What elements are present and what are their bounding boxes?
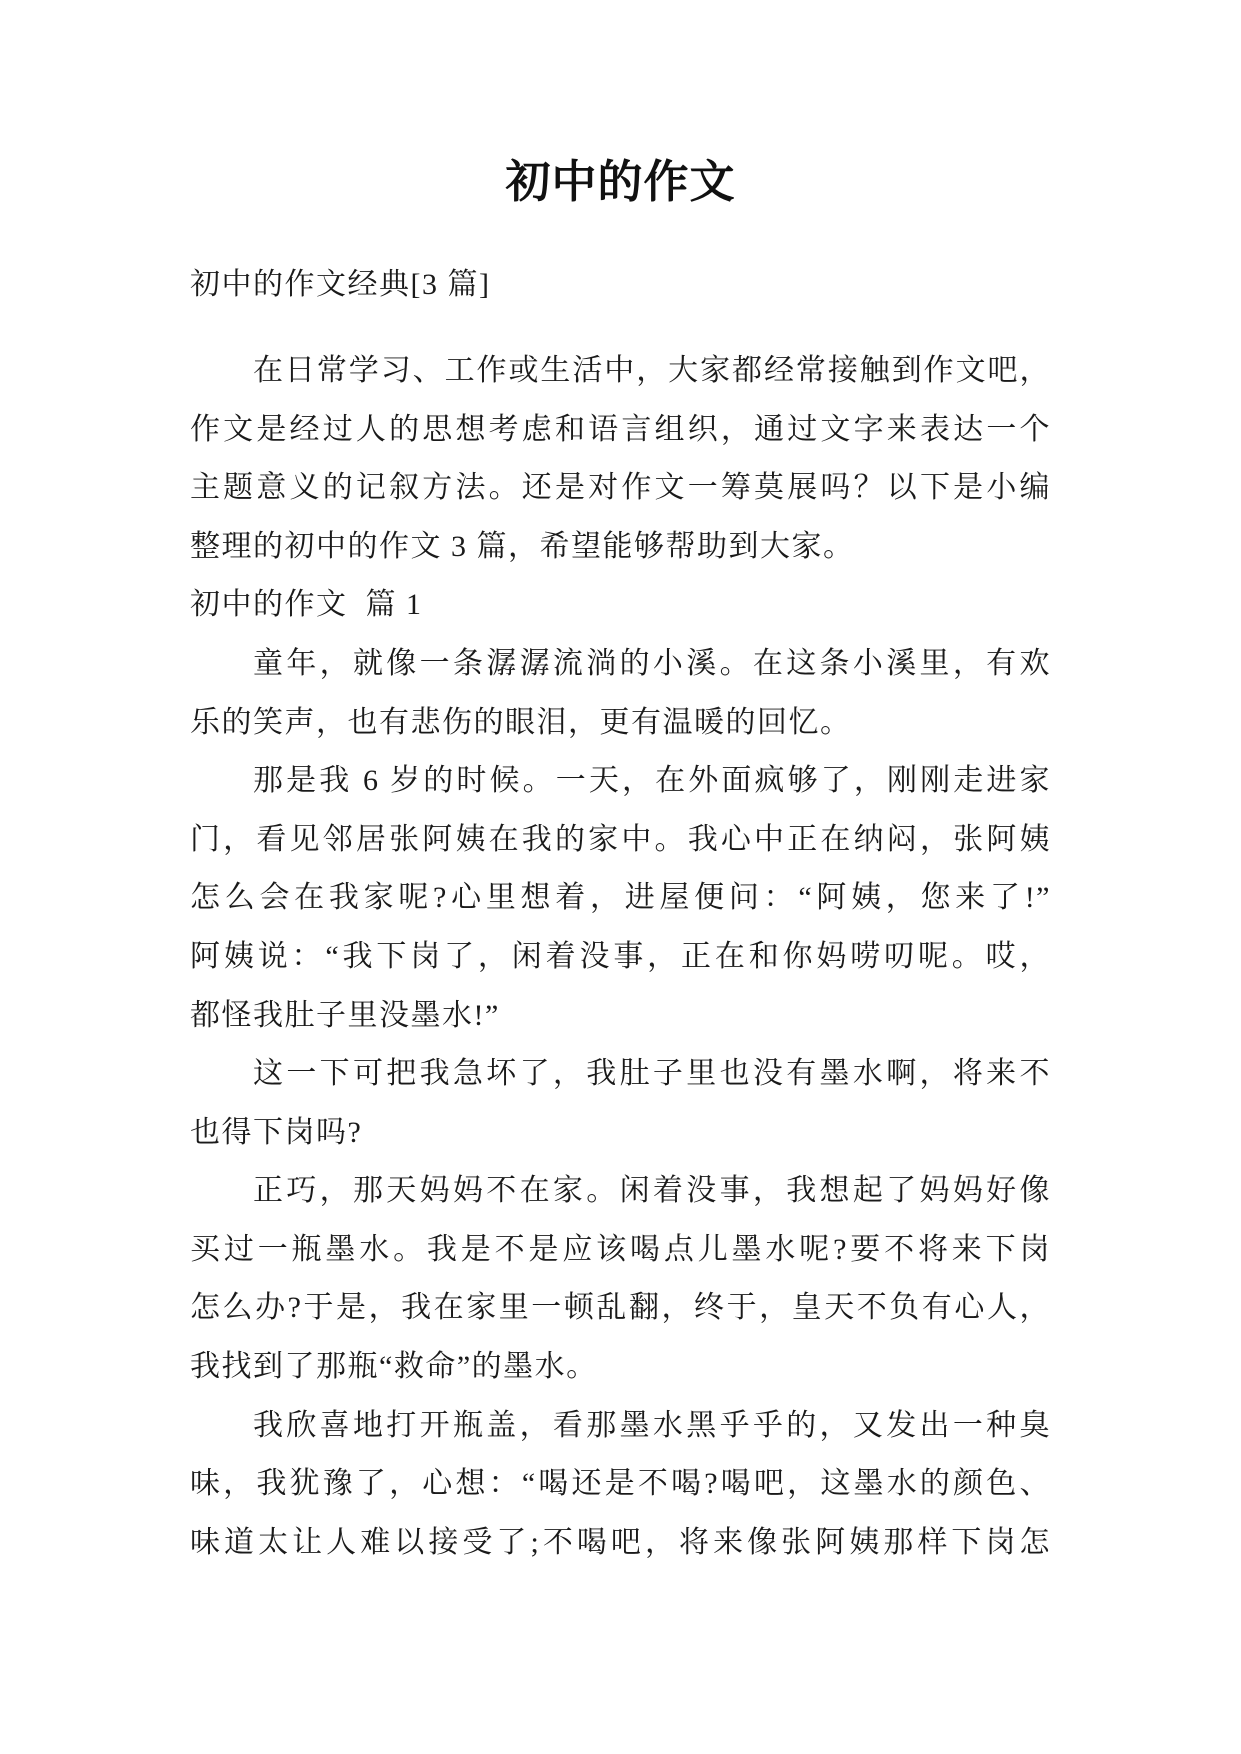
paragraph: [190, 1162, 1051, 1396]
document-body: [190, 256, 1051, 1572]
paragraph-line: 在日常学习、工作或生活中，大家都经常接触到作文吧，: [253, 353, 1051, 387]
paragraph-line: 买过一瓶墨水。我是不是应该喝点儿墨水呢?要不将来下岗: [190, 1232, 1051, 1266]
paragraph-line: 乐的笑声，也有悲伤的眼泪，更有温暖的回忆。: [190, 705, 852, 739]
paragraph-line: 味，我犹豫了，心想：“喝还是不喝?喝吧，这墨水的颜色、: [190, 1467, 1051, 1501]
paragraph-line: 门，看见邻居张阿姨在我的家中。我心中正在纳闷，张阿姨: [190, 822, 1051, 856]
paragraph-line: 怎么办?于是，我在家里一顿乱翻，终于，皇天不负有心人，: [190, 1291, 1051, 1325]
paragraph-line: 我找到了那瓶“救命”的墨水。: [190, 1350, 598, 1384]
essay-heading: 初中的作文 篇 1: [190, 588, 423, 622]
paragraph-line: 也得下岗吗?: [190, 1115, 363, 1149]
paragraph-line: 这一下可把我急坏了，我肚子里也没有墨水啊，将来不: [253, 1057, 1051, 1091]
paragraph-line: 那是我 6 岁的时候。一天，在外面疯够了，刚刚走进家: [253, 764, 1051, 798]
paragraph-line: 主题意义的记叙方法。还是对作文一筹莫展吗？以下是小编: [190, 471, 1051, 505]
intro-paragraph: [190, 342, 1051, 576]
paragraph: [190, 635, 1051, 752]
paragraph-line: 正巧，那天妈妈不在家。闲着没事，我想起了妈妈好像: [253, 1174, 1051, 1208]
paragraph: [190, 1397, 1051, 1573]
paragraph: [190, 1045, 1051, 1162]
paragraph-line: 童年，就像一条潺潺流淌的小溪。在这条小溪里，有欢: [253, 646, 1051, 680]
page-title: 初中的作文: [505, 157, 736, 207]
paragraph-line: 都怪我肚子里没墨水!”: [190, 998, 500, 1032]
paragraph-line: 味道太让人难以接受了;不喝吧，将来像张阿姨那样下岗怎: [190, 1525, 1051, 1559]
paragraph-line: 我欣喜地打开瓶盖，看那墨水黑乎乎的，又发出一种臭: [253, 1408, 1051, 1442]
paragraph-line: 阿姨说：“我下岗了，闲着没事，正在和你妈唠叨呢。哎，: [190, 939, 1051, 973]
paragraph-line: 作文是经过人的思想考虑和语言组织，通过文字来表达一个: [190, 412, 1051, 446]
paragraph: [190, 752, 1051, 1045]
paragraph-line: 整理的初中的作文 3 篇，希望能够帮助到大家。: [190, 529, 855, 563]
paragraph-line: 怎么会在我家呢?心里想着，进屋便问：“阿姨，您来了!”: [190, 881, 1051, 915]
collection-heading: 初中的作文经典[3 篇]: [190, 268, 491, 301]
